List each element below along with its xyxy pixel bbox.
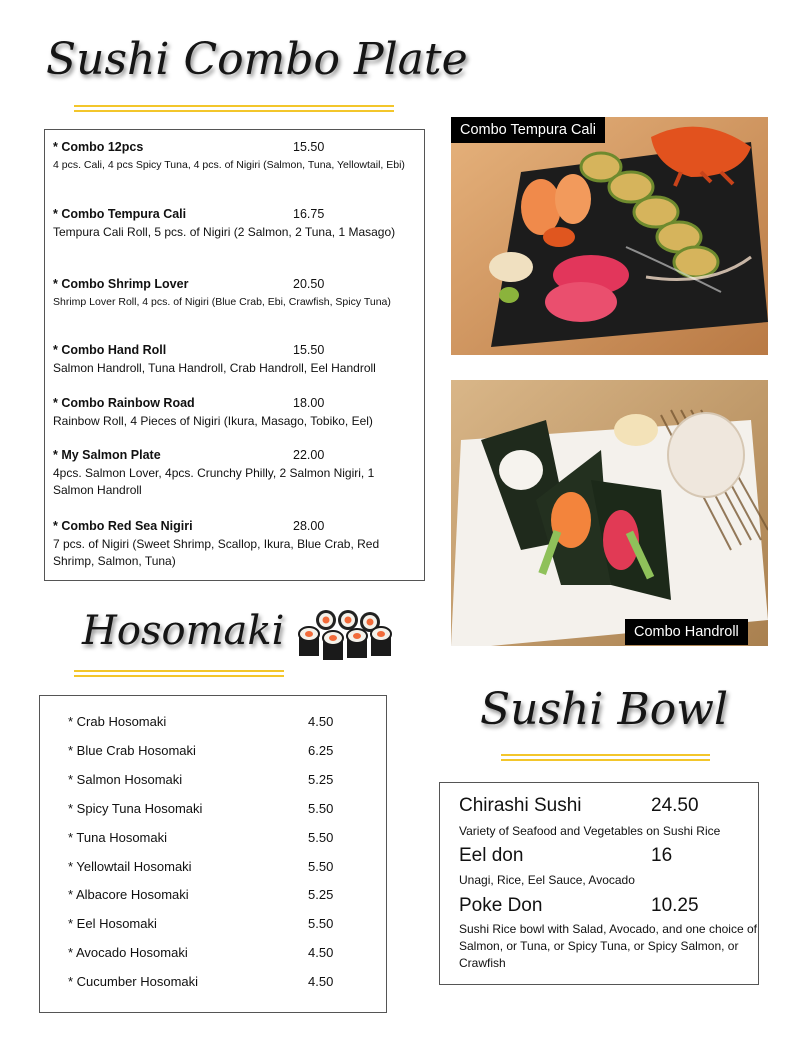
hosomaki-item-name: * Eel Hosomaki [68, 916, 157, 931]
hosomaki-item-name: * Blue Crab Hosomaki [68, 743, 196, 758]
handroll-illustration [451, 380, 768, 646]
bowl-item-price: 24.50 [651, 795, 699, 816]
tempura-cali-illustration [451, 117, 768, 355]
combo-item-desc: Rainbow Roll, 4 Pieces of Nigiri (Ikura, Masago, Tobiko, Eel) [53, 414, 373, 428]
combo-item-title: * Combo Rainbow Road [53, 396, 195, 410]
combo-heading-rule [74, 105, 394, 112]
hosomaki-item [68, 714, 348, 734]
combo-item-title: * Combo Red Sea Nigiri [53, 519, 193, 533]
combo-item-desc: 4pcs. Salmon Lover, 4pcs. Crunchy Philly, 2 Salmon Nigiri, 1 Salmon Handroll [53, 466, 375, 497]
hosomaki-item-price: 4.50 [308, 714, 334, 729]
tempura-cali-caption: Combo Tempura Cali [451, 117, 605, 143]
hosomaki-item [68, 945, 348, 965]
hosomaki-item [68, 916, 348, 936]
hosomaki-item-price: 4.50 [308, 945, 334, 960]
hosomaki-item [68, 887, 348, 907]
hosomaki-item-name: * Albacore Hosomaki [68, 887, 189, 902]
hosomaki-item-name: * Cucumber Hosomaki [68, 974, 199, 989]
bowl-item-desc: Variety of Seafood and Vegetables on Sushi Rice [459, 824, 721, 838]
bowl-item [459, 795, 759, 819]
combo-item-price: 28.00 [293, 519, 325, 533]
sushi-bowl-menu-box [439, 782, 759, 985]
combo-item-title: * Combo 12pcs [53, 140, 144, 154]
hosomaki-item [68, 801, 348, 821]
combo-item [53, 140, 418, 174]
bowl-item [459, 845, 759, 869]
hosomaki-item-price: 5.50 [308, 859, 334, 874]
hosomaki-item-price: 5.50 [308, 916, 334, 931]
handroll-caption: Combo Handroll [625, 619, 748, 645]
combo-item-desc: Tempura Cali Roll, 5 pcs. of Nigiri (2 Salmon, 2 Tuna, 1 Masago) [53, 225, 396, 239]
bowl-item-desc: Sushi Rice bowl with Salad, Avocado, and one choice of Salmon, or Tuna, or Spicy Tuna, or Spicy Salmon, or Crawfish [459, 922, 757, 970]
sushi-bowl-heading: Sushi Bowl [480, 684, 729, 735]
hosomaki-item-name: * Avocado Hosomaki [68, 945, 188, 960]
hosomaki-item-price: 4.50 [308, 974, 334, 989]
hosomaki-heading-rule [74, 670, 284, 677]
hosomaki-item [68, 974, 348, 994]
hosomaki-item [68, 859, 348, 879]
bowl-item-price: 10.25 [651, 895, 699, 916]
combo-item-price: 22.00 [293, 448, 325, 462]
hosomaki-roll-icon [296, 610, 400, 672]
combo-item-title: * Combo Hand Roll [53, 343, 167, 357]
combo-item-price: 18.00 [293, 396, 325, 410]
combo-item [53, 519, 418, 570]
combo-item-title: * Combo Shrimp Lover [53, 277, 189, 291]
combo-item-price: 16.75 [293, 207, 325, 221]
sushi-bowl-heading-rule [501, 754, 710, 761]
combo-menu-box [44, 129, 425, 581]
combo-item [53, 207, 418, 241]
combo-item-desc: Shrimp Lover Roll, 4 pcs. of Nigiri (Blue Crab, Ebi, Crawfish, Spicy Tuna) [53, 296, 391, 308]
bowl-item-name: Eel don [459, 845, 524, 866]
hosomaki-heading: Hosomaki [82, 608, 285, 654]
combo-tempura-cali-photo [451, 117, 768, 355]
hosomaki-item [68, 772, 348, 792]
hosomaki-item-name: * Salmon Hosomaki [68, 772, 183, 787]
hosomaki-item [68, 743, 348, 763]
hosomaki-item-price: 5.50 [308, 801, 334, 816]
combo-item-desc: 7 pcs. of Nigiri (Sweet Shrimp, Scallop, Ikura, Blue Crab, Red Shrimp, Salmon, Tuna) [53, 537, 380, 568]
hosomaki-item-price: 5.50 [308, 830, 334, 845]
hosomaki-item-price: 6.25 [308, 743, 334, 758]
combo-item-price: 15.50 [293, 140, 325, 154]
combo-item [53, 396, 418, 430]
hosomaki-item-price: 5.25 [308, 887, 334, 902]
combo-item [53, 277, 418, 311]
hosomaki-menu-box [39, 695, 387, 1013]
hosomaki-item-name: * Spicy Tuna Hosomaki [68, 801, 203, 816]
hosomaki-item-price: 5.25 [308, 772, 334, 787]
bowl-item-name: Poke Don [459, 895, 543, 916]
combo-item [53, 343, 418, 377]
combo-item-desc: 4 pcs. Cali, 4 pcs Spicy Tuna, 4 pcs. of Nigiri (Salmon, Tuna, Yellowtail, Ebi) [53, 159, 405, 171]
combo-item-price: 15.50 [293, 343, 325, 357]
bowl-item-desc: Unagi, Rice, Eel Sauce, Avocado [459, 873, 635, 887]
combo-item-price: 20.50 [293, 277, 325, 291]
hosomaki-item-name: * Tuna Hosomaki [68, 830, 167, 845]
combo-item [53, 448, 418, 499]
bowl-item-name: Chirashi Sushi [459, 795, 582, 816]
hosomaki-item-name: * Crab Hosomaki [68, 714, 167, 729]
hosomaki-item [68, 830, 348, 850]
bowl-item-price: 16 [651, 845, 673, 866]
combo-item-title: * Combo Tempura Cali [53, 207, 187, 221]
combo-item-title: * My Salmon Plate [53, 448, 161, 462]
combo-item-desc: Salmon Handroll, Tuna Handroll, Crab Handroll, Eel Handroll [53, 361, 376, 375]
combo-handroll-photo [451, 380, 768, 646]
hosomaki-item-name: * Yellowtail Hosomaki [68, 859, 192, 874]
combo-heading: Sushi Combo Plate [46, 34, 468, 85]
bowl-item [459, 895, 759, 919]
